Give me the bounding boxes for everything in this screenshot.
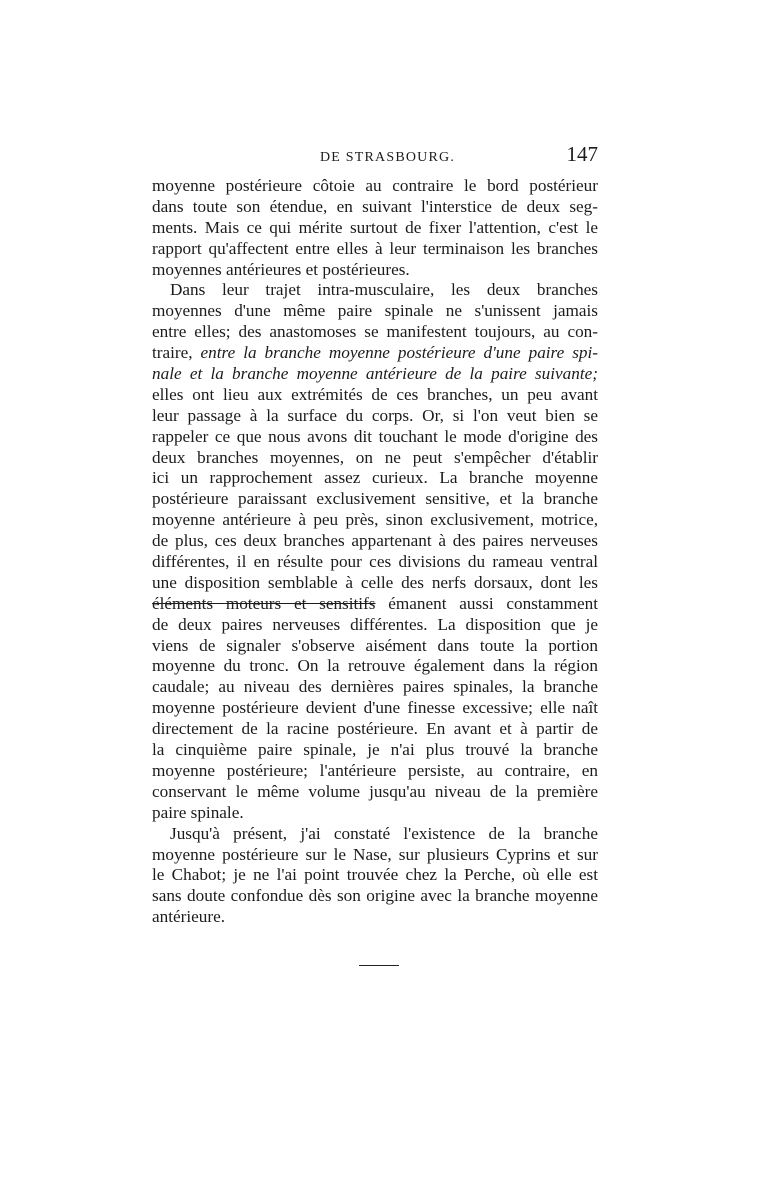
text-line: de plus, ces deux branches appartenant à des paires nerveuses: [152, 531, 598, 551]
text-line: viens de signaler s'observe aisément dans toute la portion: [152, 635, 598, 655]
text-line: moyenne postérieure; l'antérieure persiste, au contraire, en: [152, 760, 598, 780]
text-line: dans toute son étendue, en suivant l'interstice de deux seg-: [152, 196, 598, 216]
page-number: 147: [566, 142, 598, 166]
text-line: sans doute confondue dès son origine avec la branche moyenne: [152, 886, 598, 906]
text-span: traire,: [152, 343, 193, 363]
text-line: ments. Mais ce qui mérite surtout de fixer l'attention, c'est le: [152, 217, 598, 237]
text-line: le Chabot; je ne l'ai point trouvée chez la Perche, où elle est: [152, 865, 598, 885]
text-line: moyenne postérieure sur le Nase, sur plusieurs Cyprins et sur: [152, 844, 598, 864]
text-line: rapport qu'affectent entre elles à leur terminaison les branches: [152, 238, 598, 258]
text-line: elles ont lieu aux extrémités de ces branches, un peu avant: [152, 384, 598, 404]
text-line: différentes, il en résulte pour ces divisions du rameau ventral: [152, 552, 598, 572]
text-line: conservant le même volume jusqu'au niveau de la première: [152, 781, 598, 801]
paragraph-3: [152, 824, 598, 928]
text-line: Dans leur trajet intra-musculaire, les deux branches: [170, 280, 598, 300]
text-line: de deux paires nerveuses différentes. La disposition que je: [152, 614, 598, 634]
section-end-rule: [359, 965, 399, 966]
text-line: la cinquième paire spinale, je n'ai plus trouvé la branche: [152, 740, 598, 760]
running-head: DE STRASBOURG.: [320, 150, 456, 165]
text-line: moyenne postérieure devient d'une finesse excessive; elle naît: [152, 698, 598, 718]
body-text: [152, 176, 598, 928]
text-line: entre elles; des anastomoses se manifestent toujours, au con-: [152, 322, 598, 342]
italic-span: entre la branche moyenne postérieure d'une paire spi-: [200, 343, 598, 363]
text-line: deux branches moyennes, on ne peut s'empêcher d'établir: [152, 447, 598, 467]
text-line: Jusqu'à présent, j'ai constaté l'existence de la branche: [170, 823, 598, 843]
text-line: postérieure paraissant exclusivement sensitive, et la branche: [152, 489, 598, 509]
italic-span: nale et la branche moyenne antérieure de la paire suivante;: [152, 364, 598, 384]
text-line: rappeler ce que nous avons dit touchant le mode d'origine des: [152, 426, 598, 446]
text-line: paire spinale.: [152, 802, 244, 822]
text-line: leur passage à la surface du corps. Or, si l'on veut bien se: [152, 405, 598, 425]
page-header: [152, 142, 598, 172]
text-line: moyennes d'une même paire spinale ne s'unissent jamais: [152, 301, 598, 321]
paragraph-1: [152, 176, 598, 280]
text-line: directement de la racine postérieure. En avant et à partir de: [152, 719, 598, 739]
struck-text-span: éléments moteurs et sensitifs: [152, 593, 376, 613]
text-line: moyennes antérieures et postérieures.: [152, 259, 410, 279]
text-line: antérieure.: [152, 907, 225, 927]
text-line: moyenne du tronc. On la retrouve également dans la région: [152, 656, 598, 676]
paragraph-2: [152, 280, 598, 823]
text-line: une disposition semblable à celle des nerfs dorsaux, dont les: [152, 572, 598, 592]
text-line: ici un rapprochement assez curieux. La branche moyenne: [152, 468, 598, 488]
text-line-mixed: [152, 594, 598, 615]
text-line: moyenne postérieure côtoie au contraire le bord postérieur: [152, 176, 598, 195]
text-span: émanent aussi constamment: [388, 593, 599, 613]
text-line: caudale; au niveau des dernières paires spinales, la branche: [152, 677, 598, 697]
text-line-mixed: [152, 343, 598, 364]
text-line: moyenne antérieure à peu près, sinon exclusivement, motrice,: [152, 510, 598, 530]
text-line-italic: [152, 364, 598, 385]
